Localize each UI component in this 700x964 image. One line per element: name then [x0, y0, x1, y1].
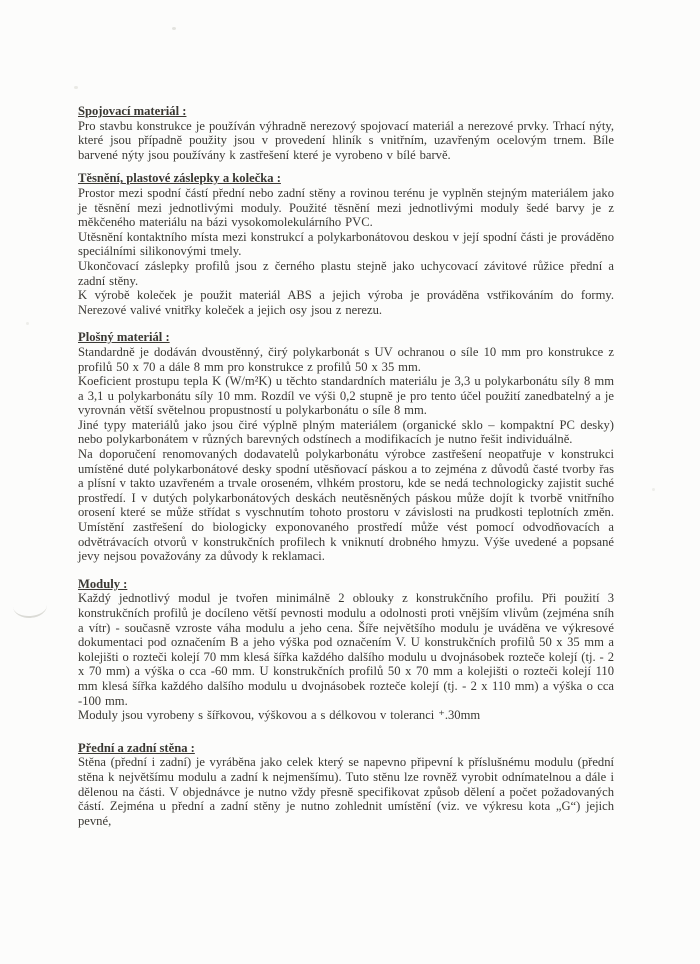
pen-mark	[12, 593, 48, 619]
paragraph: Pro stavbu konstrukce je používán výhradně nerezový spojovací materiál a nerezové prvky. Trhací nýty, které jsou případně použity jsou v provedení hliník s vnitřním, uzavřeným ocelovým trnem. Bíle barvené nýty jsou používány k zastřešení které je vyrobeno v bílé barvě.	[78, 118, 614, 162]
paragraph: Jiné typy materiálů jako jsou čiré výplně plným materiálem (organické sklo – kompaktní PC desky) nebo polykarbonátem v různých barevných odstínech a modifikacích je nutno řešit individuálně.	[78, 417, 614, 447]
paragraph: Stěna (přední i zadní) je vyráběna jako celek který se napevno připevní k příslušnému modulu (přední stěna k největšímu modulu a zadní k nejmenšímu). Tuto stěnu lze rovněž vyrobit odnímatelnou a dále i dělenou na části. V objednávce je nutno vždy přesně specifikovat způsob dělení a počet požadovaných částí. Zejména u přední a zadní stěny je nutno zohlednit umístění (viz. ve výkresu kota „G“) jejich pevné,	[78, 755, 614, 828]
paragraph: Koeficient prostupu tepla K (W/m²K) u těchto standardních materiálu je 3,3 u polykarbonátu síly 8 mm a 3,1 u polykarbonátu síly 10 mm. Rozdíl ve výši 0,2 stupně je pro tento účel použití zanedbatelný a je vyrovnán větší světelnou propustností u polykarbonátu o síle 8 mm.	[78, 374, 614, 418]
section-heading: Plošný materiál :	[78, 330, 170, 345]
document-content	[78, 104, 614, 828]
paragraph: Utěsnění kontaktního místa mezi konstrukcí a polykarbonátovou deskou v její spodní části je prováděno speciálními silikonovými tmely.	[78, 229, 614, 259]
paragraph: Ukončovací záslepky profilů jsou z černého plastu stejně jako uchycovací závitové růžice přední a zadní stěny.	[78, 258, 614, 288]
paragraph: K výrobě koleček je použit materiál ABS a jejich výroba je prováděna vstřikováním do formy. Nerezové valivé vnitřky koleček a jejich osy jsou z nerezu.	[78, 288, 614, 317]
section-plosny-material	[78, 330, 614, 564]
paragraph: Moduly jsou vyrobeny s šířkovou, výškovou a s délkovou v toleranci ⁺.30mm	[78, 708, 481, 723]
section-heading: Těsnění, plastové záslepky a kolečka :	[78, 171, 281, 186]
section-predni-a-zadni-stena	[78, 741, 614, 829]
section-heading: Přední a zadní stěna :	[78, 740, 195, 755]
scan-speck	[26, 322, 29, 325]
paragraph: Standardně je dodáván dvoustěnný, čirý polykarbonát s UV ochranou o síle 10 mm pro konstrukce z profilů 50 x 70 a dále 8 mm pro konstrukce z profilů 50 x 35 mm.	[78, 344, 614, 374]
section-spojovaci-material	[78, 104, 614, 162]
scan-speck	[74, 86, 78, 89]
section-heading: Moduly :	[78, 576, 128, 591]
paragraph: Na doporučení renomovaných dodavatelů polykarbonátu výrobce zastřešení neopatřuje v konstrukci umístěné duté polykarbonátové desky spodní utěsňovací páskou a to zejména z důvodů časté tvorby řas a plísní v takto uzavřeném a trvale oroseném, vlhkém prostoru, kde se nedá technologicky zajistit suché prostředí. I v dutých polykarbonátových deskách neutěsněných páskou může dojít k tvorbě vnitřního orosení které se může střídat s vyschnutím tohoto prostoru v závislosti na prudkosti teplotních změn. Umístění zastřešení do biologicky exponovaného prostředí může vést pomocí odvodňovacích a odvětrávacích otvorů v konstrukčních profilech k vniknutí drobného hmyzu. Výše uvedené a popsané jevy nejsou považovány za důvody k reklamaci.	[78, 447, 614, 564]
section-moduly	[78, 577, 614, 723]
paragraph: Prostor mezi spodní částí přední nebo zadní stěny a rovinou terénu je vyplněn stejným materiálem jako je těsnění mezi jednotlivými moduly. Použité těsnění mezi jednotlivými moduly šedé barvy je z měkčeného materiálu na bázi vysokomolekulárního PVC.	[78, 185, 614, 230]
paragraph: Každý jednotlivý modul je tvořen minimálně 2 oblouky z konstrukčního profilu. Při použití 3 konstrukčních profilů je docíleno větší pevnosti modulu a odolnosti proti vnějším vlivům (zejména sníh a vítr) - současně vzroste váha modulu a jeho cena. Šíře největšího modulu je uváděna ve výkresové dokumentaci pod označením B a jeho výška pod označením V. U konstrukčních profilů 50 x 35 mm a kolejišti o rozteči kolejí 70 mm klesá šířka každého dalšího modulu u dvojnásobek rozteče kolejí (tj. - 2 x 70 mm) a výška o cca -60 mm. U konstrukčních profilů 50 x 70 mm a kolejišti o rozteči kolejí 110 mm klesá šířka každého dalšího modulu u dvojnásobek rozteče kolejí (tj. - 2 x 110 mm) a výška o cca -100 mm.	[78, 591, 614, 708]
scan-speck	[652, 488, 655, 491]
scan-speck	[172, 27, 176, 30]
section-tesneni-zaslepky-kolecka	[78, 171, 614, 317]
section-heading: Spojovací materiál :	[78, 104, 187, 118]
